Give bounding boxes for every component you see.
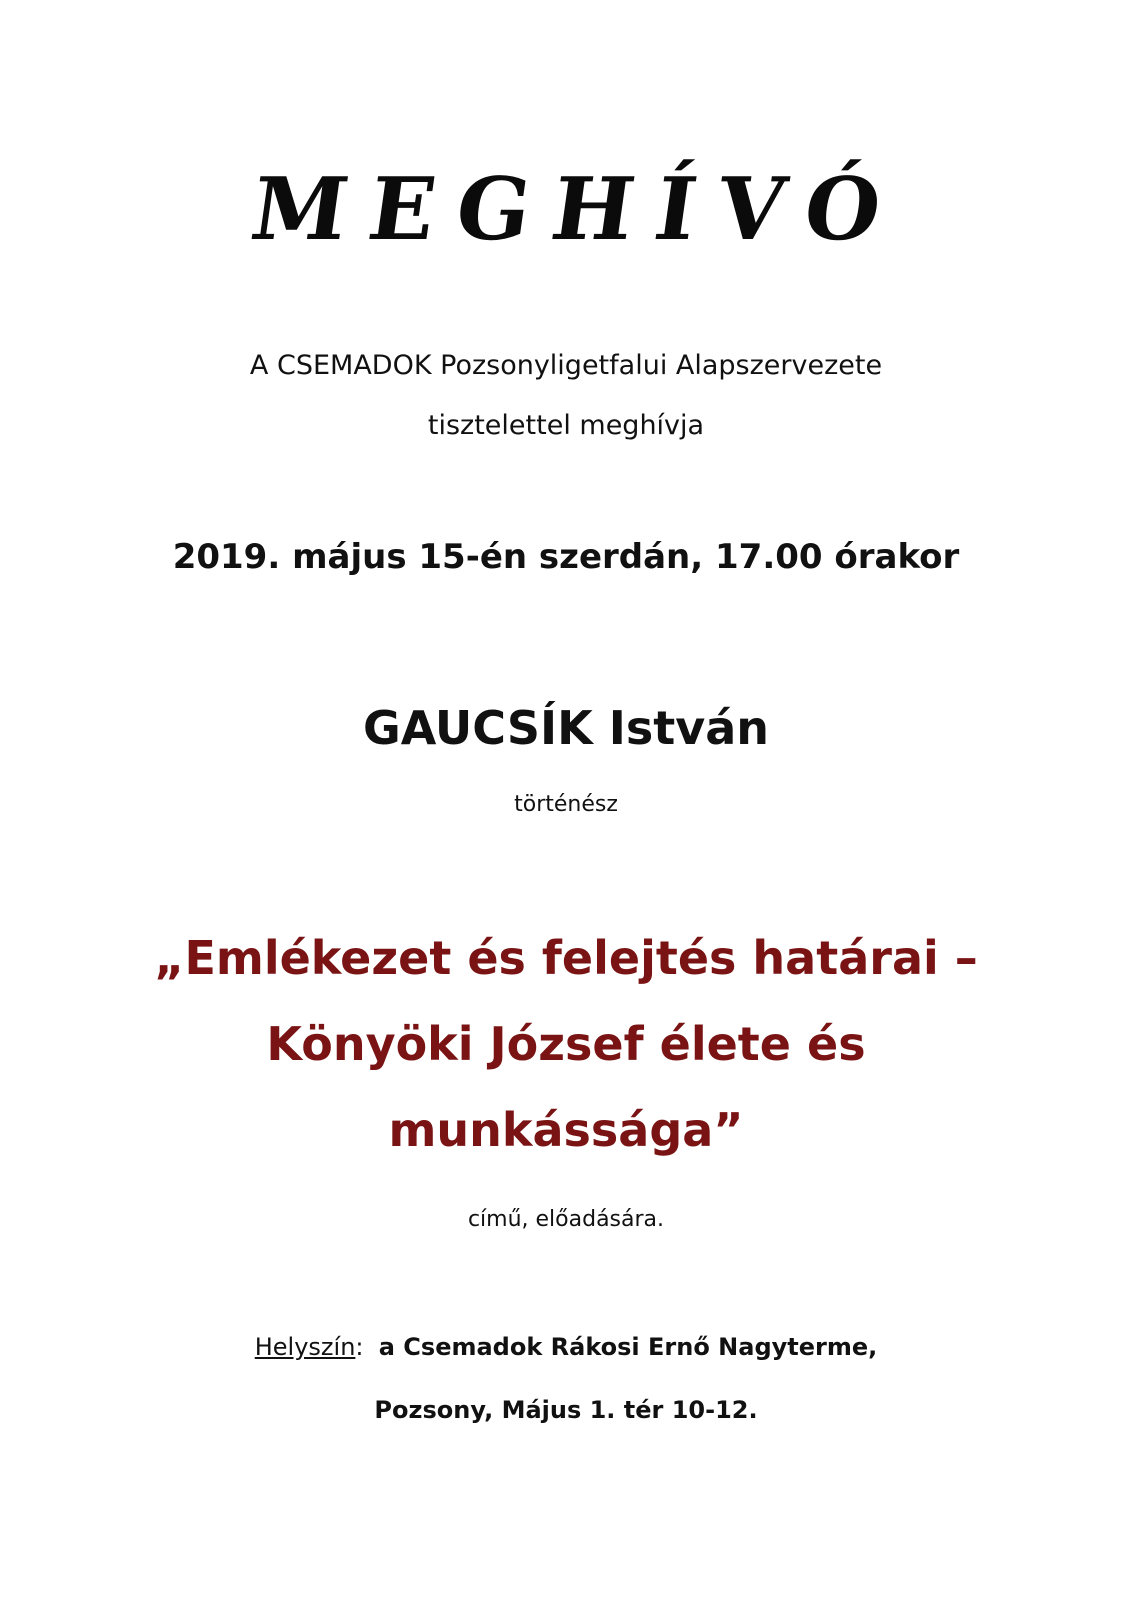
lecture-title-line-2: Könyöki József élete és [266, 1017, 866, 1071]
organizer-name: A CSEMADOK Pozsonyligetfalui Alapszervezete [249, 350, 883, 381]
invite-text: tisztelettel meghívja [427, 410, 705, 441]
venue-label: Helyszín [254, 1333, 356, 1361]
invitation-title: MEGHÍVÓ [245, 159, 910, 260]
venue-text: a Csemadok Rákosi Ernő Nagyterme, [378, 1333, 878, 1361]
venue-line [0, 1330, 1132, 1364]
event-date-time: 2019. május 15-én szerdán, 17.00 órakor [172, 537, 960, 577]
venue-separator: : [355, 1333, 379, 1361]
lecture-title [0, 915, 1132, 1173]
lecture-title-line-1: „Emlékezet és felejtés határai – [154, 931, 978, 985]
lecture-suffix: című, előadására. [467, 1207, 665, 1232]
speaker-name: GAUCSÍK István [362, 701, 770, 755]
lecture-title-line-3: munkássága” [388, 1103, 744, 1157]
speaker-role: történész [514, 792, 618, 817]
venue-address: Pozsony, Május 1. tér 10-12. [374, 1396, 758, 1424]
